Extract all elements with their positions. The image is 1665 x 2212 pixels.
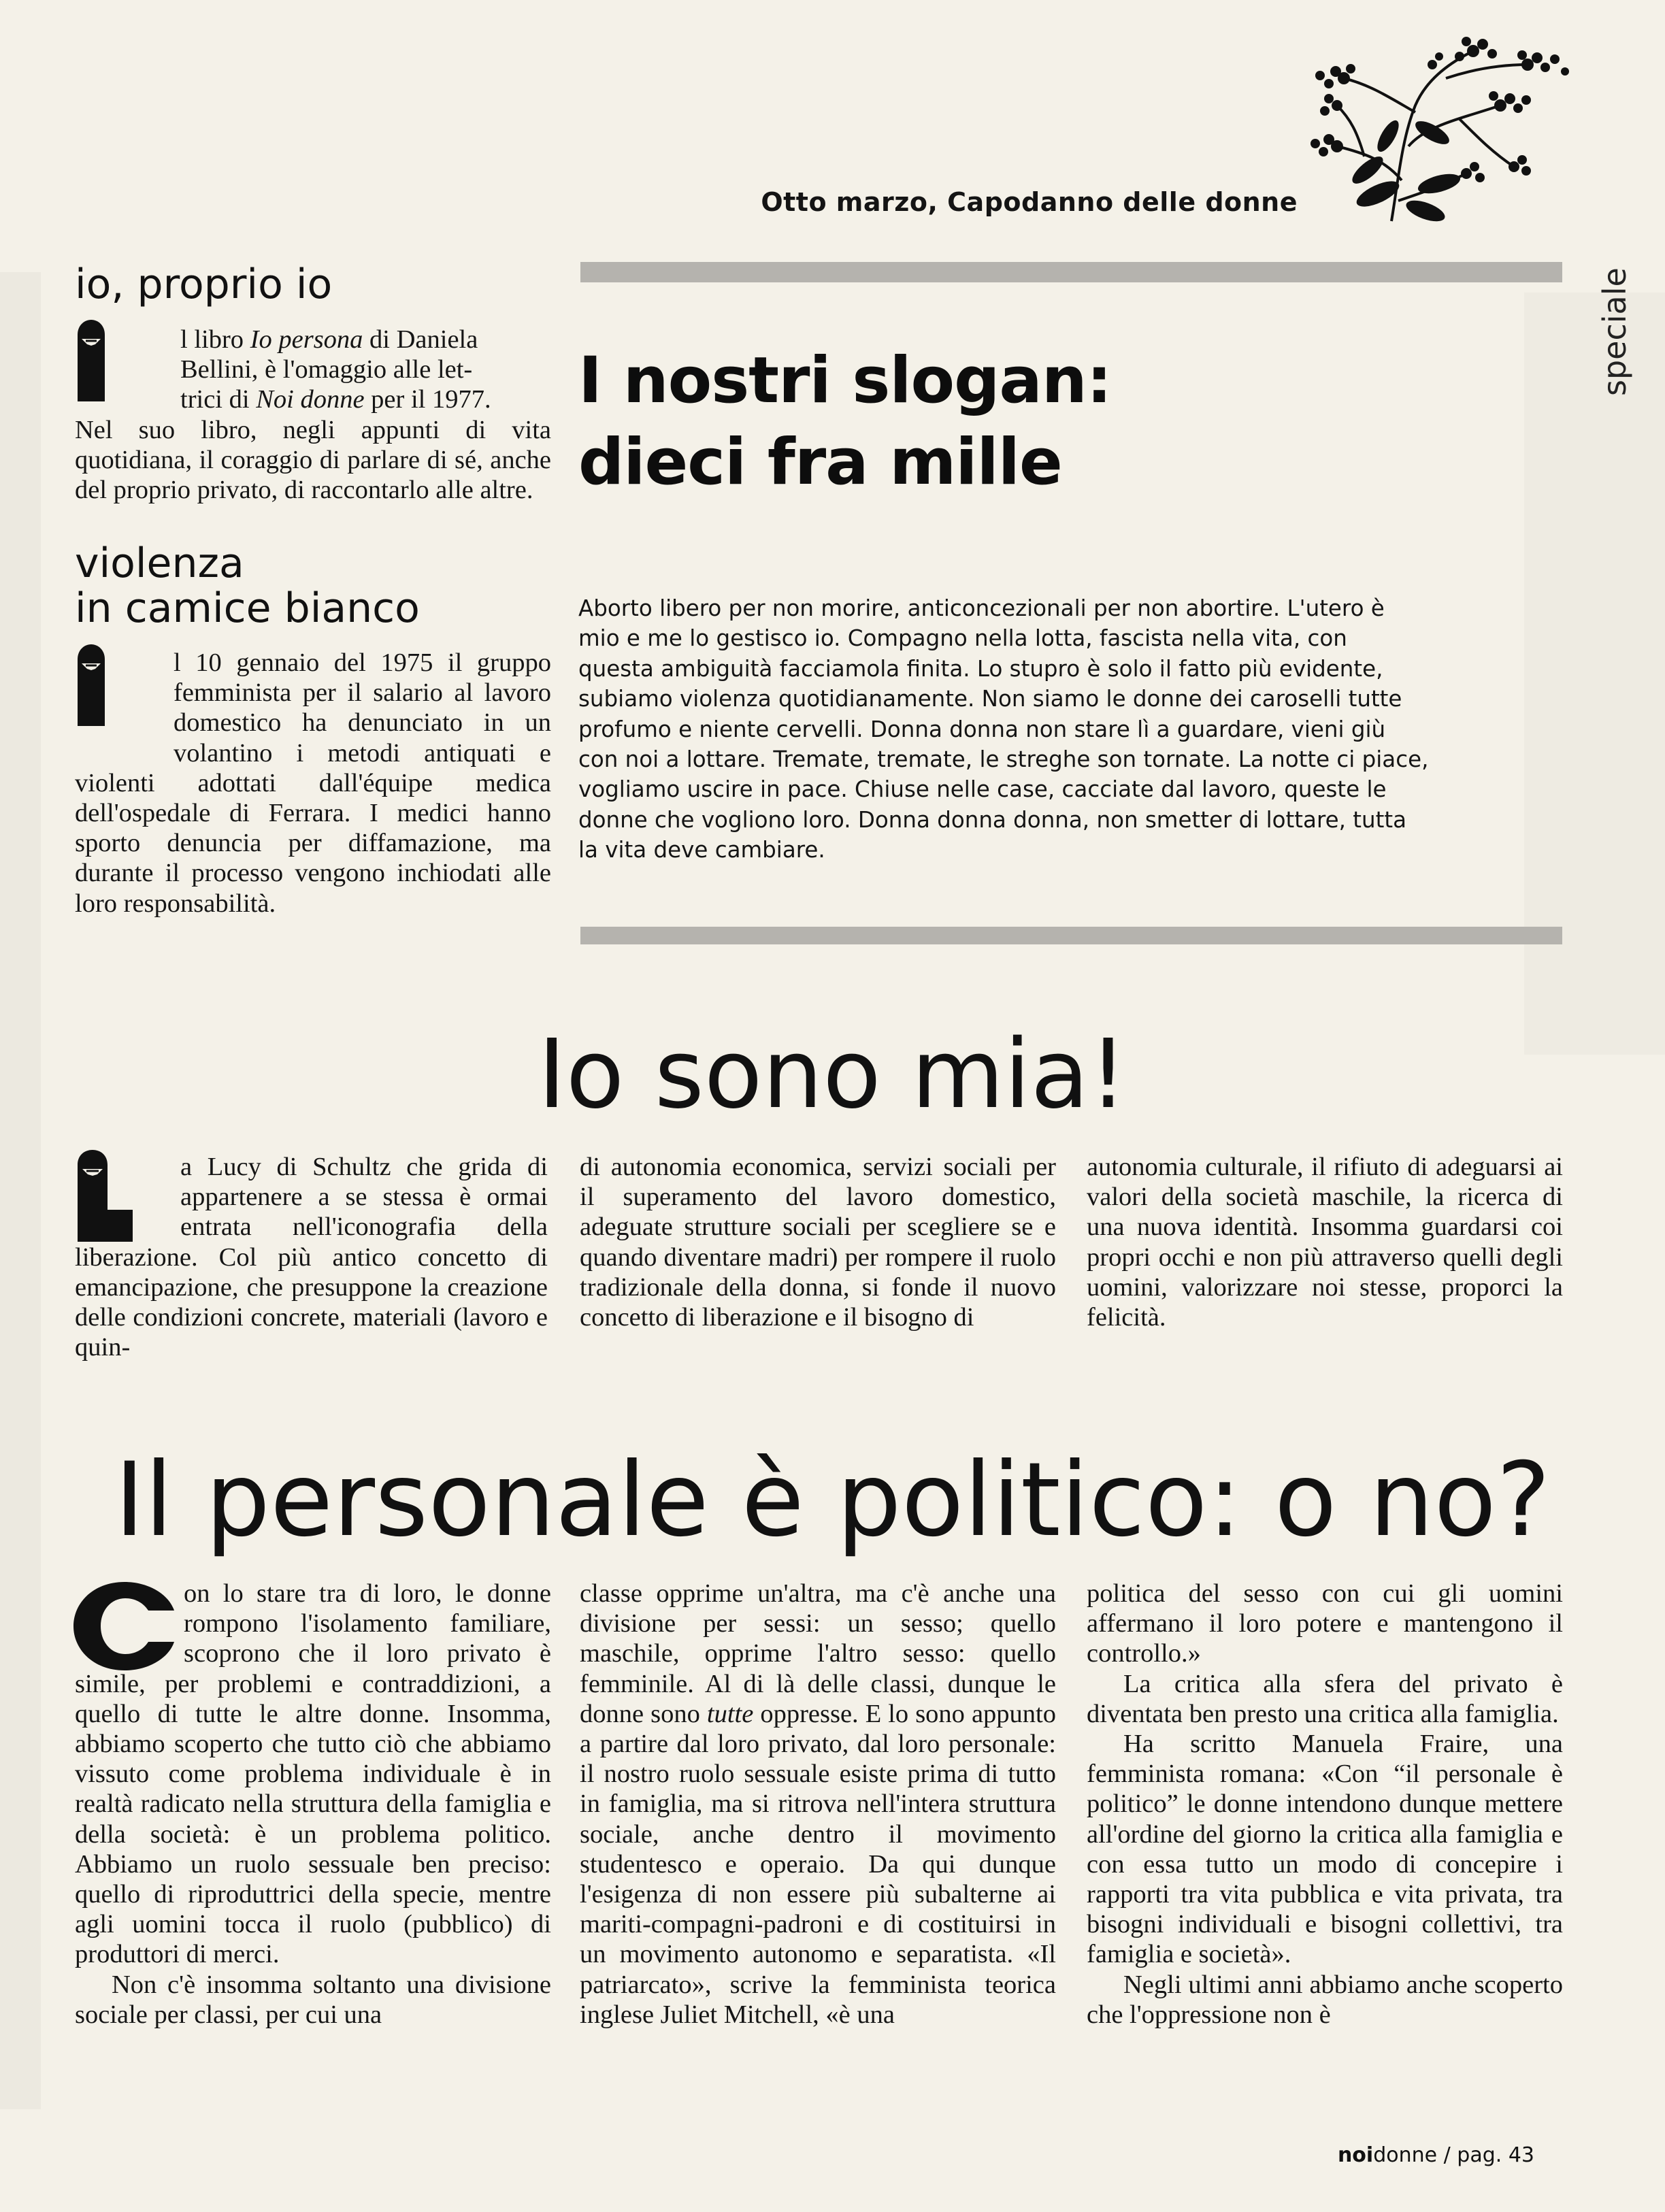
text-violenza: l 10 gennaio del 1975 il gruppo femminista per il salario al lavoro domestico ha denunciato in un volantino i metodi antiquati e violenti adottati dall'équipe medica dell'ospedale di Ferrara. I medici hanno sporto denuncia per diffamazione, ma durante il processo vengono inchiodati alle loro responsabilità. [75,648,551,918]
io-sono-mia-col3: autonomia culturale, il rifiuto di adeguarsi ai valori della società maschile, la ricerca di una nuova identità. Insomma guardarsi coi propri occhi e non più attraverso quelli degli uomini, valorizzare noi stesse, proporci la felicità. [1087,1153,1563,1332]
personale-col3: politica del sesso con cui gli uomini affermano il loro potere e mantengono il controllo.» La critica alla sfera del privato è diventata ben presto una critica alla famiglia. Ha scritto Manuela Fraire, una femminista romana: «Con “il personale è politico” le donne intendono dunque mettere all'ordine del giorno la critica alla famiglia e con essa tutto un modo di concepire i rapporti tra vita pubblica e vita privata, tra bisogni individuali e bisogni collettivi, tra famiglia e società». Negli ultimi anni abbiamo anche scoperto che l'oppressione non è [1087,1579,1563,2029]
io-line-2: Bellini, è l'omaggio alle let- [180,355,473,384]
heading-violenza: violenza in camice bianco [75,540,420,632]
io-line-1: l libro Io persona di Daniela [180,325,478,354]
footer-page-number: pag. 43 [1457,2143,1534,2167]
io-rest: Nel suo libro, negli appunti di vita quotidiana, il coraggio di parlare di sé, anche del proprio privato, di raccontarlo alle altre. [75,415,551,505]
dropcap-space [75,648,174,765]
bleed-through-left [0,272,41,2109]
slogan-bottom-bar [580,927,1562,944]
io-sono-mia-col1: a Lucy di Schultz che grida di appartenere a se stessa è ormai entrata nell'iconografia della liberazione. Col più antico concetto di emancipazione, che presuppone la creazione delle condizioni concrete, materiali (lavoro e quin- [75,1153,548,1362]
text-io-proprio-io [75,325,551,505]
io-sono-mia-col2: di autonomia economica, servizi sociali per il superamento del lavoro domestico, adeguate strutture sociali per scegliere se e quando diventare madri) per rompere il ruolo tradizionale della donna, si fonde il nuovo concetto di liberazione e il bisogno di [580,1153,1056,1332]
dropcap-space [75,1579,184,1667]
page-footer [1338,2143,1534,2167]
kicker-heading: Otto marzo, Capodanno delle donne [761,187,1298,217]
footer-brand-noi: noi [1337,2143,1374,2167]
section-sidebar-label: speciale [1596,267,1633,396]
heading-io-proprio-io: io, proprio io [75,261,333,308]
io-line-3: trici di Noi donne per il 1977. [180,385,491,414]
personale-col2: classe opprime un'altra, ma c'è anche una divisione per sessi: un sesso; quello maschile, opprime l'altro sesso: quello femminile. Al di là delle classi, dunque le donne sono tutte oppresse. E lo sono appunto a partire dal loro privato, dal loro personale: il nostro ruolo sessuale esiste prima di tutto in famiglia, ma si ritrova nell'intera struttura sociale, anche dentro il movimento studentesco e operaio. Da qui dunque l'esigenza di non essere più subalterne ai mariti-compagni-padroni e di costituirsi in un movimento autonomo e separatista. «Il patriarcato», scrive la femminista teorica inglese Juliet Mitchell, «è una [580,1579,1056,2029]
heading-personale-politico: Il personale è politico: o no? [114,1441,1551,1559]
footer-brand-donne: donne [1373,2143,1438,2167]
slogan-text: Aborto libero per non morire, anticoncezionali per non abortire. L'utero è mio e me lo gestisco io. Compagno nella lotta, fascista nella vita, con questa ambiguità facciamola finita. Lo stupro è solo il fatto più evidente, subiamo violenza quotidianamente. Non siamo le donne dei caroselli tutte profumo e niente cervelli. Donna donna non stare lì a guardare, vieni giù con noi a lottare. Tremate, tremate, le streghe son tornate. La notte ci piace, vogliamo uscire in pace. Chiuse nelle case, cacciate dal lavoro, queste le donne che vogliono loro. Donna donna donna, non smetter di lottare, tutta la vita deve cambiare. [578,595,1429,863]
dropcap-space [75,1152,180,1237]
mimosa-icon [1255,24,1582,228]
heading-io-sono-mia: Io sono mia! [538,1019,1127,1130]
personale-col1: on lo stare tra di loro, le donne rompono l'isolamento familiare, scoprono che il loro privato è simile, per problemi e contraddizioni, a quello di tutte le altre donne. Insomma, abbiamo scoperto che tutto ciò che abbiamo vissuto come problema individuale è in realtà radicato nella struttura della famiglia e della società: è un problema politico. Abbiamo un ruolo sessuale ben preciso: quello di riproduttrici della specie, mentre agli uomini tocca il ruolo (pubblico) di produttori di merci. Non c'è insomma soltanto una divisione sociale per classi, per cui una [75,1579,551,2029]
slogan-top-bar [580,262,1562,282]
footer-separator: / [1437,2143,1457,2167]
slogan-title: I nostri slogan: dieci fra mille [578,344,1112,499]
